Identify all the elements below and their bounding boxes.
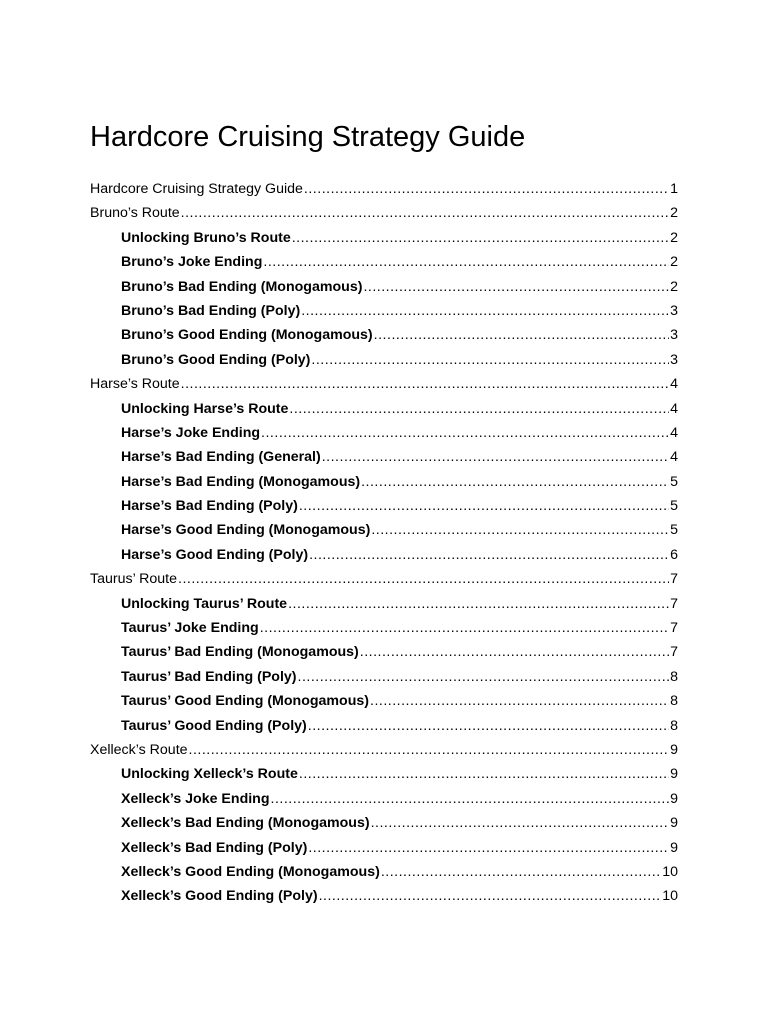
toc-entry[interactable] [90,397,678,421]
dot-leader [263,250,669,274]
dot-leader [271,787,670,811]
toc-entry-label[interactable]: Harse’s Joke Ending [121,424,261,441]
toc-entry-page-number[interactable]: 3 [670,351,678,368]
toc-entry[interactable] [90,592,678,616]
toc-entry[interactable] [90,884,678,908]
toc-entry-page-number[interactable]: 2 [670,254,678,271]
toc-entry[interactable] [90,421,678,445]
toc-entry[interactable] [90,518,678,542]
dot-leader [374,323,669,347]
dot-leader [181,201,669,225]
toc-entry-page-number[interactable]: 8 [670,668,678,685]
toc-entry-label[interactable]: Bruno’s Joke Ending [121,254,263,271]
toc-entry-page-number[interactable]: 9 [670,815,678,832]
toc-entry[interactable] [90,250,678,274]
toc-entry[interactable] [90,177,678,201]
toc-entry-label[interactable]: Bruno’s Bad Ending (Poly) [121,302,301,319]
toc-entry-page-number[interactable]: 3 [670,302,678,319]
dot-leader [261,421,669,445]
toc-entry[interactable] [90,299,678,323]
toc-entry-page-number[interactable]: 9 [670,790,678,807]
dot-leader [361,470,669,494]
toc-entry[interactable] [90,323,678,347]
dot-leader [308,714,669,738]
toc-entry[interactable] [90,616,678,640]
dot-leader [292,226,669,250]
toc-entry-page-number[interactable]: 1 [670,181,678,197]
dot-leader [298,665,670,689]
dot-leader [299,494,669,518]
dot-leader [308,836,669,860]
toc-entry[interactable] [90,714,678,738]
dot-leader [363,275,669,299]
toc-entry-page-number[interactable]: 4 [670,400,678,417]
toc-entry[interactable] [90,201,678,225]
toc-entry[interactable] [90,836,678,860]
toc-entry-label[interactable]: Taurus’ Good Ending (Poly) [121,717,307,734]
toc-entry[interactable] [90,689,678,713]
dot-leader [288,592,669,616]
toc-entry-page-number[interactable]: 4 [670,424,678,441]
toc-entry-page-number[interactable]: 10 [662,863,678,880]
toc-entry-label[interactable]: Hardcore Cruising Strategy Guide [90,181,303,197]
toc-entry[interactable] [90,738,678,762]
toc-entry[interactable] [90,787,678,811]
toc-entry[interactable] [90,860,678,884]
table-of-contents [90,177,678,909]
toc-entry-label[interactable]: Taurus’ Joke Ending [121,620,259,637]
toc-entry-page-number[interactable]: 7 [670,571,678,588]
dot-leader [304,177,669,201]
toc-entry-page-number[interactable]: 7 [670,644,678,661]
toc-entry-page-number[interactable]: 9 [670,766,678,783]
toc-entry-label[interactable]: Unlocking Xelleck’s Route [121,766,298,783]
toc-entry-label[interactable]: Taurus’ Good Ending (Monogamous) [121,693,369,710]
toc-entry-page-number[interactable]: 4 [670,449,678,466]
toc-entry[interactable] [90,445,678,469]
dot-leader [370,689,669,713]
toc-entry-page-number[interactable]: 5 [670,498,678,515]
toc-entry[interactable] [90,226,678,250]
toc-entry-label[interactable]: Harse’s Bad Ending (General) [121,449,321,466]
toc-entry-page-number[interactable]: 2 [670,205,678,222]
dot-leader [309,543,669,567]
dot-leader [260,616,669,640]
toc-entry[interactable] [90,665,678,689]
toc-entry-label[interactable]: Harse’s Route [90,376,180,393]
toc-entry-label[interactable]: Xelleck’s Route [90,741,188,758]
toc-entry-label[interactable]: Taurus’ Bad Ending (Monogamous) [121,644,359,661]
toc-entry-page-number[interactable]: 4 [670,376,678,393]
toc-entry-page-number[interactable]: 7 [670,620,678,637]
toc-entry[interactable] [90,348,678,372]
toc-entry-label[interactable]: Xelleck’s Good Ending (Poly) [121,888,318,905]
toc-entry[interactable] [90,275,678,299]
toc-entry-page-number[interactable]: 8 [670,717,678,734]
toc-entry-label[interactable]: Unlocking Taurus’ Route [121,595,288,612]
dot-leader [301,299,669,323]
toc-entry-page-number[interactable]: 5 [670,522,678,539]
toc-entry-label[interactable]: Xelleck’s Good Ending (Monogamous) [121,863,380,880]
toc-entry-page-number[interactable]: 2 [670,229,678,246]
toc-entry-label[interactable]: Taurus’ Bad Ending (Poly) [121,668,297,685]
toc-entry[interactable] [90,543,678,567]
toc-entry-page-number[interactable]: 9 [670,839,678,856]
dot-leader [189,738,670,762]
dot-leader [371,518,669,542]
toc-entry-label[interactable]: Harse’s Bad Ending (Poly) [121,498,298,515]
toc-entry-label[interactable]: Bruno’s Bad Ending (Monogamous) [121,278,363,295]
toc-entry-page-number[interactable]: 6 [670,546,678,563]
toc-entry-page-number[interactable]: 7 [670,595,678,612]
dot-leader [319,884,662,908]
dot-leader [360,640,669,664]
toc-entry-label[interactable]: Bruno’s Route [90,205,180,222]
toc-entry-label[interactable]: Xelleck’s Joke Ending [121,790,270,807]
toc-entry-label[interactable]: Unlocking Bruno’s Route [121,229,291,246]
toc-entry-page-number[interactable]: 3 [670,327,678,344]
toc-entry[interactable] [90,640,678,664]
toc-entry[interactable] [90,494,678,518]
toc-entry-page-number[interactable]: 2 [670,278,678,295]
toc-entry-page-number[interactable]: 9 [670,741,678,758]
toc-entry[interactable] [90,567,678,591]
toc-entry-label[interactable]: Unlocking Harse’s Route [121,400,289,417]
dot-leader [371,811,670,835]
toc-entry[interactable] [90,762,678,786]
dot-leader [178,567,669,591]
document-title: Hardcore Cruising Strategy Guide [90,121,526,153]
dot-leader [299,762,669,786]
toc-entry-label[interactable]: Bruno’s Good Ending (Monogamous) [121,327,373,344]
toc-entry-page-number[interactable]: 10 [662,888,678,905]
toc-entry[interactable] [90,470,678,494]
toc-entry-label[interactable]: Xelleck’s Bad Ending (Monogamous) [121,815,370,832]
toc-entry[interactable] [90,811,678,835]
dot-leader [381,860,661,884]
toc-entry-page-number[interactable]: 8 [670,693,678,710]
toc-entry-label[interactable]: Harse’s Bad Ending (Monogamous) [121,473,361,490]
toc-entry-page-number[interactable]: 5 [670,473,678,490]
toc-entry-label[interactable]: Xelleck’s Bad Ending (Poly) [121,839,308,856]
toc-entry-label[interactable]: Taurus’ Route [90,571,178,588]
toc-entry-label[interactable]: Harse’s Good Ending (Monogamous) [121,522,371,539]
dot-leader [289,397,669,421]
dot-leader [181,372,669,396]
toc-entry[interactable] [90,372,678,396]
dot-leader [311,348,669,372]
toc-entry-label[interactable]: Bruno’s Good Ending (Poly) [121,351,311,368]
toc-entry-label[interactable]: Harse’s Good Ending (Poly) [121,546,309,563]
dot-leader [322,445,669,469]
